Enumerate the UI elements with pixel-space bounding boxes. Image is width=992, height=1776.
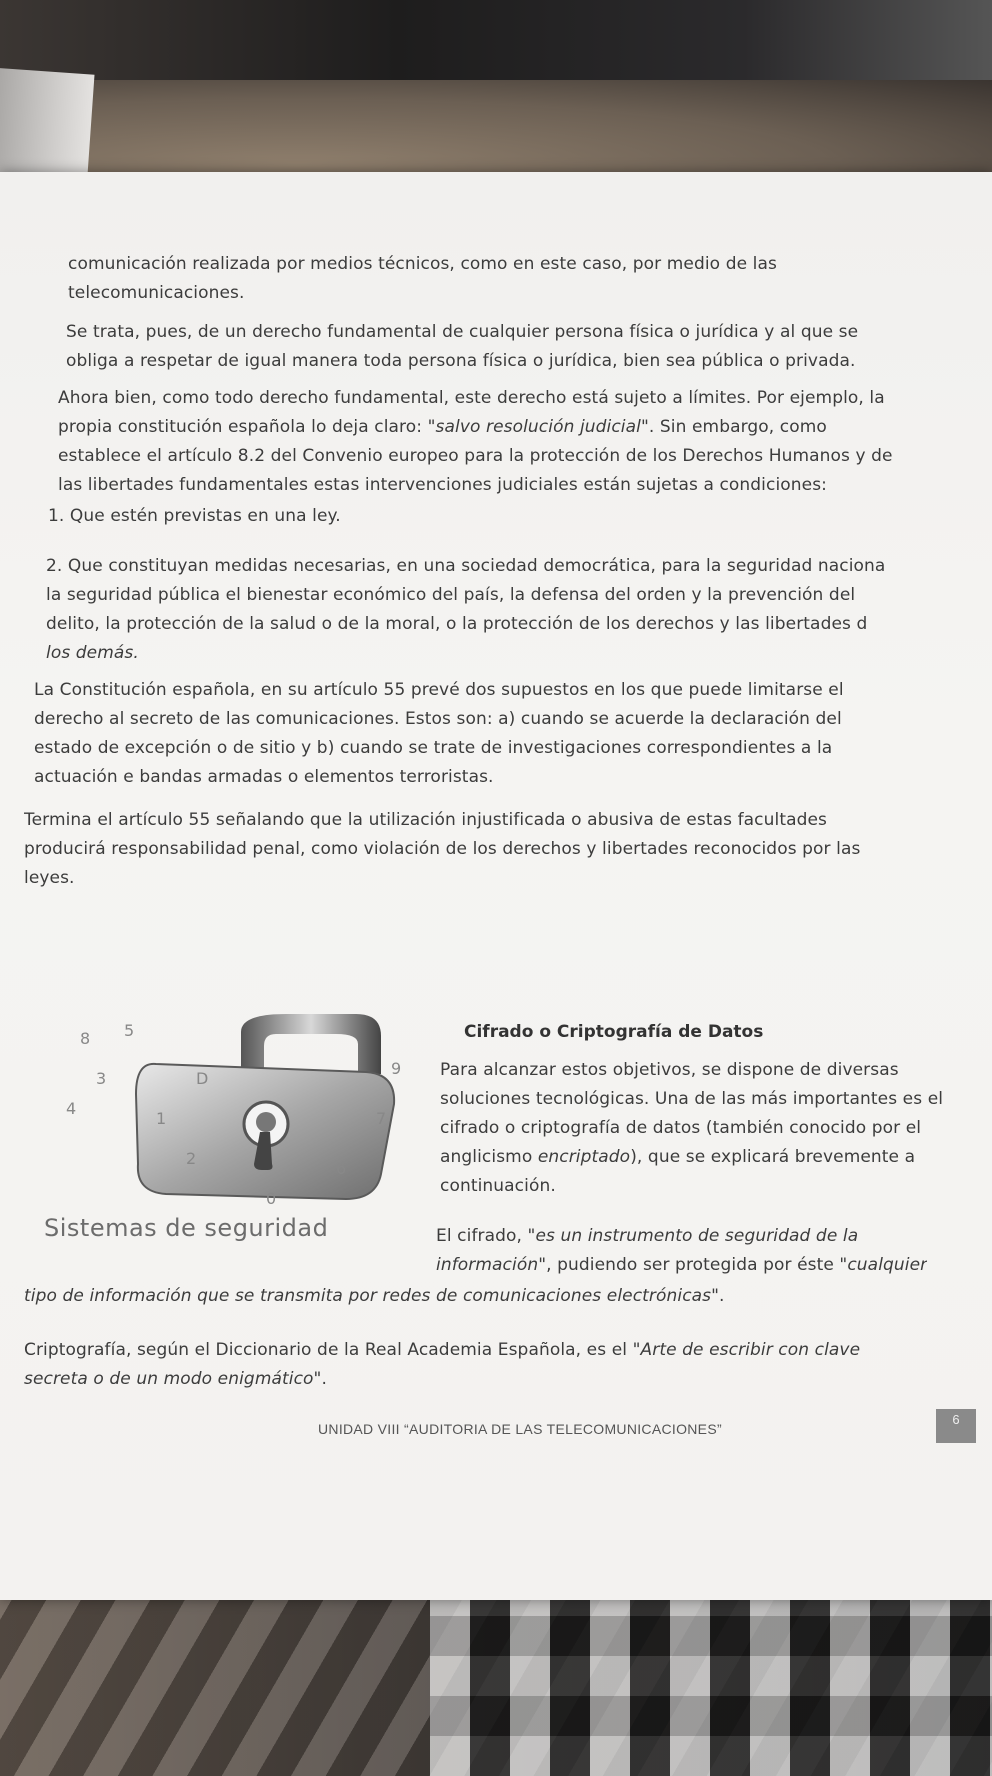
digit: 2 (186, 1149, 197, 1168)
section-paragraph-2-start (436, 1222, 927, 1280)
text-line: cifrado o criptografía de datos (también conocido por el (440, 1118, 922, 1138)
digit: 6 (336, 1159, 347, 1178)
text-line (46, 639, 885, 668)
text-line: propia constitución española lo deja claro: "salvo resolución judicial". Sin embargo, como (58, 417, 827, 437)
text-line: leyes. (24, 868, 75, 888)
text-line: secreta o de un modo enigmático". (24, 1369, 327, 1389)
text-line: Ahora bien, como todo derecho fundamental, este derecho está sujeto a límites. Por ejemplo, la (58, 388, 885, 408)
paragraph-2 (66, 318, 858, 376)
digit: 9 (391, 1059, 402, 1078)
paragraph-4 (48, 502, 341, 531)
digit: 5 (124, 1021, 135, 1040)
paragraph-7 (24, 806, 860, 893)
footer-unit-title: UNIDAD VIII “AUDITORIA DE LAS TELECOMUNICACIONES” (318, 1421, 722, 1437)
text-line: telecomunicaciones. (68, 283, 245, 303)
text-line: 1. Que estén previstas en una ley. (48, 506, 341, 526)
padlock-icon (136, 1014, 394, 1199)
text-line: información", pudiendo ser protegida por éste "cualquier (436, 1255, 928, 1275)
digit: D (196, 1069, 209, 1088)
paragraph-1 (68, 250, 777, 308)
text-line: comunicación realizada por medios técnicos, como en este caso, por medio de las (68, 254, 777, 274)
document-page (0, 172, 992, 1600)
text-line: continuación. (440, 1176, 556, 1196)
paragraph-6 (34, 676, 844, 792)
security-figure (36, 1014, 436, 1214)
section-paragraph-1 (440, 1056, 943, 1201)
text-line: Para alcanzar estos objetivos, se dispone de diversas (440, 1060, 899, 1080)
text-line: producirá responsabilidad penal, como violación de los derechos y libertades reconocidos por las (24, 839, 861, 859)
text-line: tipo de información que se transmita por redes de comunicaciones electrónicas". (24, 1286, 725, 1306)
section-heading: Cifrado o Criptografía de Datos (464, 1022, 764, 1042)
text-line: estado de excepción o de sitio y b) cuando se trate de investigaciones correspondientes a la (34, 738, 833, 758)
text-line: El cifrado, "es un instrumento de seguridad de la (436, 1226, 859, 1246)
text-line: la seguridad pública el bienestar económico del país, la defensa del orden y la prevención del (46, 585, 856, 605)
digit: 3 (96, 1069, 107, 1088)
paragraph-3 (58, 384, 893, 500)
text-line: Criptografía, según el Diccionario de la Real Academia Española, es el "Arte de escribir con clave (24, 1340, 861, 1360)
digit: 4 (66, 1099, 77, 1118)
digit: 0 (266, 1189, 277, 1208)
text-line: soluciones tecnológicas. Una de las más importantes es el (440, 1089, 944, 1109)
digit: 8 (80, 1029, 91, 1048)
figure-caption: Sistemas de seguridad (44, 1214, 329, 1242)
text-line: actuación e bandas armadas o elementos terroristas. (34, 767, 494, 787)
section-paragraph-3 (24, 1336, 860, 1394)
digit: 7 (376, 1109, 387, 1128)
text-line: La Constitución española, en su artículo 55 prevé dos supuestos en los que puede limitarse el (34, 680, 844, 700)
text-line: derecho al secreto de las comunicaciones. Estos son: a) cuando se acuerde la declaración del (34, 709, 842, 729)
paragraph-5 (46, 552, 885, 668)
section-paragraph-2-end (24, 1282, 725, 1311)
text-line: 2. Que constituyan medidas necesarias, en una sociedad democrática, para la seguridad naciona (46, 556, 886, 576)
text-line-italic: los demás. (46, 643, 139, 663)
digit: 1 (156, 1109, 167, 1128)
text-line: las libertades fundamentales estas intervenciones judiciales están sujetas a condiciones: (58, 475, 827, 495)
text-line: Se trata, pues, de un derecho fundamental de cualquier persona física o jurídica y al que se (66, 322, 859, 342)
text-line: obliga a respetar de igual manera toda persona física o jurídica, bien sea pública o privada. (66, 351, 856, 371)
text-line: Termina el artículo 55 señalando que la utilización injustificada o abusiva de estas facultades (24, 810, 828, 830)
text-line: establece el artículo 8.2 del Convenio europeo para la protección de los Derechos Humanos y de (58, 446, 893, 466)
text-line: delito, la protección de la salud o de la moral, o la protección de los derechos y las libertades d (46, 614, 868, 634)
page-number: 6 (936, 1409, 976, 1443)
text-line: anglicismo encriptado), que se explicará brevemente a (440, 1147, 916, 1167)
